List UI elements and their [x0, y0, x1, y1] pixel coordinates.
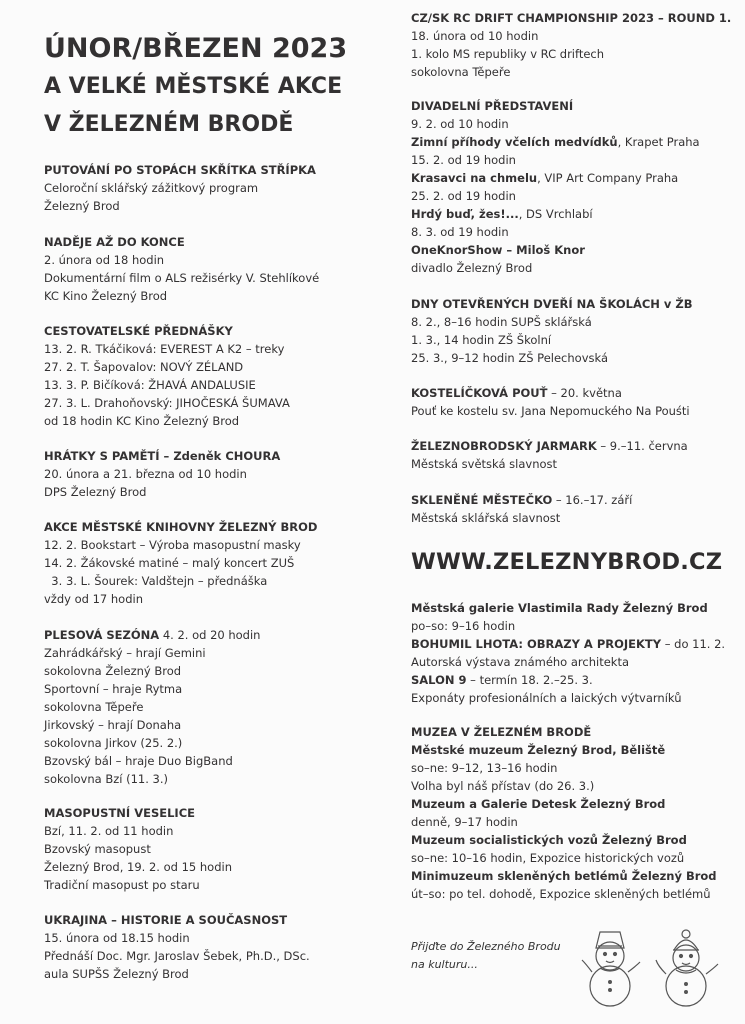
museum-name: Muzeum a Galerie Detesk Železný Brod	[411, 797, 666, 811]
section-line: sokolovna Těpeře	[44, 700, 144, 714]
section-masopust	[44, 804, 379, 894]
exhibition-title: BOHUMIL LHOTA: OBRAZY A PROJEKTY	[411, 637, 662, 651]
invite-line-2: na kulturu...	[411, 958, 478, 971]
section-line: 25. 3., 9–12 hodin ZŠ Pelechovská	[411, 351, 608, 365]
section-line: Jirkovský – hrají Donaha	[44, 718, 182, 732]
section-heading: HRÁTKY S PAMĚTÍ – Zdeněk CHOURA	[44, 449, 281, 463]
section-heading-line	[411, 437, 736, 455]
section-line: Autorská výstava známého architekta	[411, 655, 630, 669]
section-heading-tail: – 9.–11. června	[596, 439, 688, 453]
section-plesova	[44, 626, 379, 788]
section-line: Tradiční masopust po staru	[44, 878, 200, 892]
section-line: 3. 3. L. Šourek: Valdštejn – přednáška	[44, 574, 268, 588]
section-line: 15. února od 18.15 hodin	[44, 931, 190, 945]
section-line: Volha byl náš přístav (do 26. 3.)	[411, 779, 595, 793]
section-cestovatelske	[44, 322, 379, 430]
show-company: , DS Vrchlabí	[518, 207, 593, 221]
section-line: 20. února a 21. března od 10 hodin	[44, 467, 247, 481]
section-drift	[411, 9, 736, 81]
section-line: divadlo Železný Brod	[411, 261, 533, 275]
section-line: 25. 2. od 19 hodin	[411, 189, 516, 203]
show-title: Hrdý buď, žes!...	[411, 207, 519, 221]
section-heading-tail: – 20. května	[547, 386, 622, 400]
section-line	[411, 133, 736, 151]
section-putovani	[44, 161, 379, 215]
website-url[interactable]: WWW.ZELEZNYBROD.CZ	[411, 549, 723, 575]
show-title: OneKnorShow – Miloš Knor	[411, 243, 585, 257]
section-heading: PLESOVÁ SEZÓNA	[44, 628, 160, 642]
section-line: sokolovna Železný Brod	[44, 664, 182, 678]
section-line: 27. 3. L. Drahoňovský: JIHOČESKÁ ŠUMAVA	[44, 396, 290, 410]
section-line: sokolovna Těpeře	[411, 65, 511, 79]
show-title: Zimní příhody včelích medvídků	[411, 135, 618, 149]
section-ukrajina	[44, 911, 379, 983]
section-divadlo	[411, 97, 736, 277]
section-line: Městská světská slavnost	[411, 457, 558, 471]
section-line: 14. 2. Žákovské matiné – malý koncert ZUŠ	[44, 556, 295, 570]
section-line: 8. 3. od 19 hodin	[411, 225, 509, 239]
section-heading: NADĚJE AŽ DO KONCE	[44, 235, 185, 249]
section-line: 12. 2. Bookstart – Výroba masopustní masky	[44, 538, 301, 552]
section-heading: CZ/SK RC DRIFT CHAMPIONSHIP 2023 – ROUND 1.	[411, 11, 732, 25]
section-line: po–so: 9–16 hodin	[411, 619, 516, 633]
section-heading-line	[44, 626, 379, 644]
section-heading: AKCE MĚSTSKÉ KNIHOVNY ŽELEZNÝ BROD	[44, 520, 318, 534]
section-line: 2. února od 18 hodin	[44, 253, 165, 267]
section-hratky	[44, 447, 379, 501]
section-line: 27. 2. T. Šapovalov: NOVÝ ZÉLAND	[44, 360, 244, 374]
section-line	[411, 671, 736, 689]
section-line: 18. února od 10 hodin	[411, 29, 539, 43]
section-line: so–ne: 9–12, 13–16 hodin	[411, 761, 558, 775]
section-heading-tail: 4. 2. od 20 hodin	[159, 628, 261, 642]
section-nadeje	[44, 233, 379, 305]
page-title	[44, 30, 374, 144]
section-muzea	[411, 723, 736, 903]
show-title: Krasavci na chmelu	[411, 171, 538, 185]
section-line	[411, 635, 736, 653]
exhibition-date: – termín 18. 2.–25. 3.	[466, 673, 593, 687]
section-heading: UKRAJINA – HISTORIE A SOUČASNOST	[44, 913, 288, 927]
section-line: Bzovský masopust	[44, 842, 151, 856]
section-heading-line	[411, 491, 736, 509]
snowmen-illustration-icon	[578, 920, 723, 1010]
section-heading: PUTOVÁNÍ PO STOPÁCH SKŘÍTKA STŘÍPKA	[44, 163, 316, 177]
section-line: 1. 3., 14 hodin ZŠ Školní	[411, 333, 552, 347]
section-line: od 18 hodin KC Kino Železný Brod	[44, 414, 240, 428]
section-line: út–so: po tel. dohodě, Expozice skleněných betlémů	[411, 887, 711, 901]
section-line: Exponáty profesionálních a laických výtvarníků	[411, 691, 682, 705]
section-mestecko	[411, 491, 736, 527]
section-heading: CESTOVATELSKÉ PŘEDNÁŠKY	[44, 324, 233, 338]
museum-name: Městské muzeum Železný Brod, Běliště	[411, 743, 666, 757]
section-dny	[411, 295, 736, 367]
section-line: Pouť ke kostelu sv. Jana Nepomuckého Na Pouśti	[411, 404, 690, 418]
section-line: DPS Železný Brod	[44, 485, 147, 499]
section-line: 15. 2. od 19 hodin	[411, 153, 516, 167]
section-heading: MASOPUSTNÍ VESELICE	[44, 806, 195, 820]
invite-note	[411, 938, 561, 974]
title-line-2: A VELKÉ MĚSTSKÉ AKCE	[44, 74, 343, 99]
exhibition-title: SALON 9	[411, 673, 467, 687]
section-line: Železný Brod, 19. 2. od 15 hodin	[44, 860, 232, 874]
section-line: vždy od 17 hodin	[44, 592, 143, 606]
section-line	[411, 205, 736, 223]
section-heading: KOSTELÍČKOVÁ POUŤ	[411, 386, 548, 400]
show-company: , VIP Art Company Praha	[537, 171, 679, 185]
section-line: KC Kino Železný Brod	[44, 289, 168, 303]
section-line: 8. 2., 8–16 hodin SUPŠ sklářská	[411, 315, 592, 329]
section-line: Sportovní – hraje Rytma	[44, 682, 183, 696]
section-line: denně, 9–17 hodin	[411, 815, 518, 829]
section-heading: SKLENĚNÉ MĚSTEČKO	[411, 493, 553, 507]
section-line: 9. 2. od 10 hodin	[411, 117, 509, 131]
section-heading: DIVADELNÍ PŘEDSTAVENÍ	[411, 99, 574, 113]
invite-line-1: Přijďte do Železného Brodu	[411, 940, 561, 953]
section-heading: ŽELEZNOBRODSKÝ JARMARK	[411, 439, 597, 453]
section-jarmark	[411, 437, 736, 473]
section-line: Dokumentární film o ALS režisérky V. Stehlíkové	[44, 271, 320, 285]
section-line	[411, 169, 736, 187]
section-line: sokolovna Jirkov (25. 2.)	[44, 736, 183, 750]
section-heading: Městská galerie Vlastimila Rady Železný Brod	[411, 601, 708, 615]
section-heading-line	[411, 384, 736, 402]
section-heading: DNY OTEVŘENÝCH DVEŘÍ NA ŠKOLÁCH v ŽB	[411, 297, 693, 311]
section-line: Městská sklářská slavnost	[411, 511, 561, 525]
section-galerie	[411, 599, 736, 707]
title-line-3: V ŽELEZNÉM BRODĚ	[44, 112, 294, 137]
section-heading: MUZEA V ŽELEZNÉM BRODĚ	[411, 725, 592, 739]
section-line: Celoroční sklářský zážitkový program	[44, 181, 259, 195]
section-kostelickova	[411, 384, 736, 420]
section-line: sokolovna Bzí (11. 3.)	[44, 772, 169, 786]
section-line: Bzovský bál – hraje Duo BigBand	[44, 754, 233, 768]
museum-name: Muzeum socialistických vozů Železný Brod	[411, 833, 687, 847]
exhibition-date: – do 11. 2.	[661, 637, 726, 651]
section-line: aula SUPŠS Železný Brod	[44, 967, 189, 981]
section-line: so–ne: 10–16 hodin, Expozice historických vozů	[411, 851, 685, 865]
section-line: Přednáší Doc. Mgr. Jaroslav Šebek, Ph.D., DSc.	[44, 949, 310, 963]
section-line: Zahrádkářský – hrají Gemini	[44, 646, 206, 660]
section-line: 13. 3. P. Bičíková: ŽHAVÁ ANDALUSIE	[44, 378, 256, 392]
museum-name: Minimuzeum skleněných betlémů Železný Brod	[411, 869, 717, 883]
section-knihovna	[44, 518, 379, 608]
title-line-1: ÚNOR/BŘEZEN 2023	[44, 33, 348, 64]
section-line: Železný Brod	[44, 199, 120, 213]
show-company: , Krapet Praha	[617, 135, 700, 149]
section-line: 1. kolo MS republiky v RC driftech	[411, 47, 605, 61]
section-heading-tail: – 16.–17. září	[552, 493, 633, 507]
section-line: Bzí, 11. 2. od 11 hodin	[44, 824, 174, 838]
section-line: 13. 2. R. Tkáčiková: EVEREST A K2 – treky	[44, 342, 285, 356]
